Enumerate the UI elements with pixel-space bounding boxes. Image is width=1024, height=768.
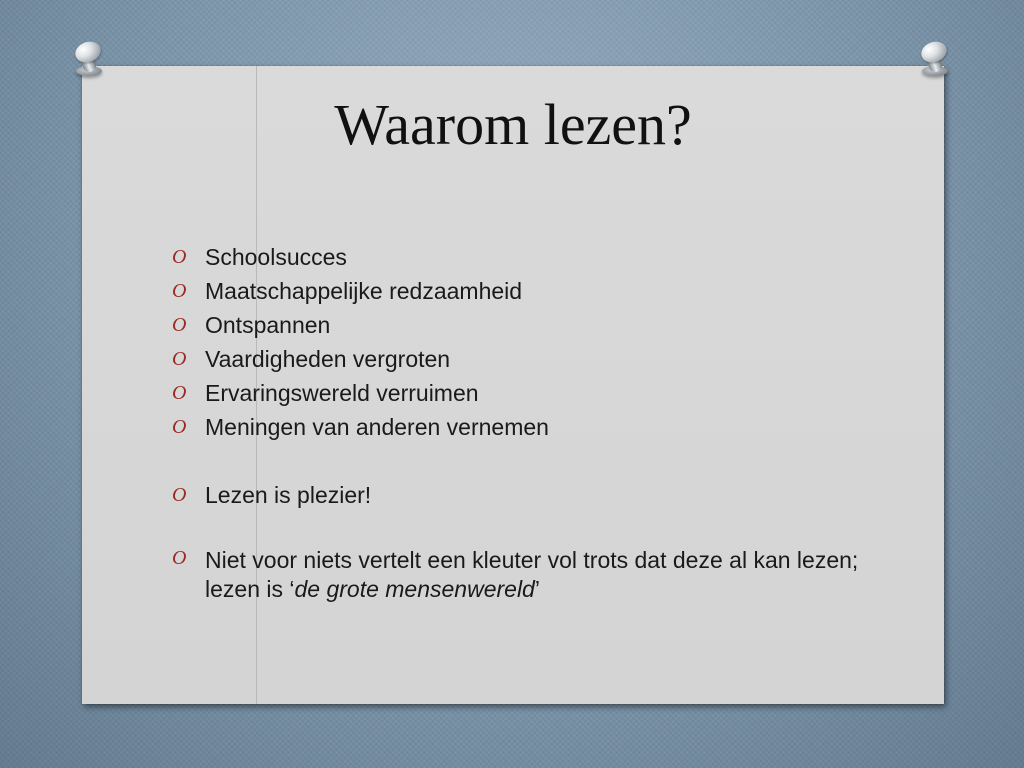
bullet-list [172,240,872,604]
bullet-marker-icon: O [172,348,187,370]
bullet-item [172,546,872,604]
bullet-text: Schoolsucces [205,244,347,270]
bullet-text-part: ’ [534,576,540,602]
bullet-text: Ontspannen [205,312,331,338]
bullet-text: Maatschappelijke redzaamheid [205,278,523,304]
bullet-item [172,410,872,444]
pin-head [72,38,103,66]
bullet-text-italic: de grote mensenwereld [294,576,535,602]
bullet-text: Lezen is plezier! [205,482,372,508]
bullet-item [172,274,872,308]
bullet-item [172,376,872,410]
bullet-item [172,240,872,274]
bullet-item [172,342,872,376]
slide-title: Waarom lezen? [334,92,692,157]
bullet-text: Meningen van anderen vernemen [205,414,549,440]
bullet-marker-icon: O [172,547,187,569]
bullet-text: Vaardigheden vergroten [205,346,451,372]
bullet-marker-icon: O [172,416,187,438]
bullet-item [172,478,872,512]
bullet-marker-icon: O [172,382,187,404]
left-pushpin-icon [72,42,108,78]
bullet-text-part: Niet voor niets vertelt een kleuter vol trots dat deze al kan lezen; lezen is ‘ [205,547,859,602]
right-pushpin-icon [918,42,954,78]
bullet-marker-icon: O [172,246,187,268]
bullet-marker-icon: O [172,484,187,506]
bullet-text [205,547,858,602]
bullet-text: Ervaringswereld verruimen [205,380,479,406]
bullet-item [172,308,872,342]
pin-head [918,38,949,66]
bullet-marker-icon: O [172,314,187,336]
bullet-marker-icon: O [172,280,187,302]
